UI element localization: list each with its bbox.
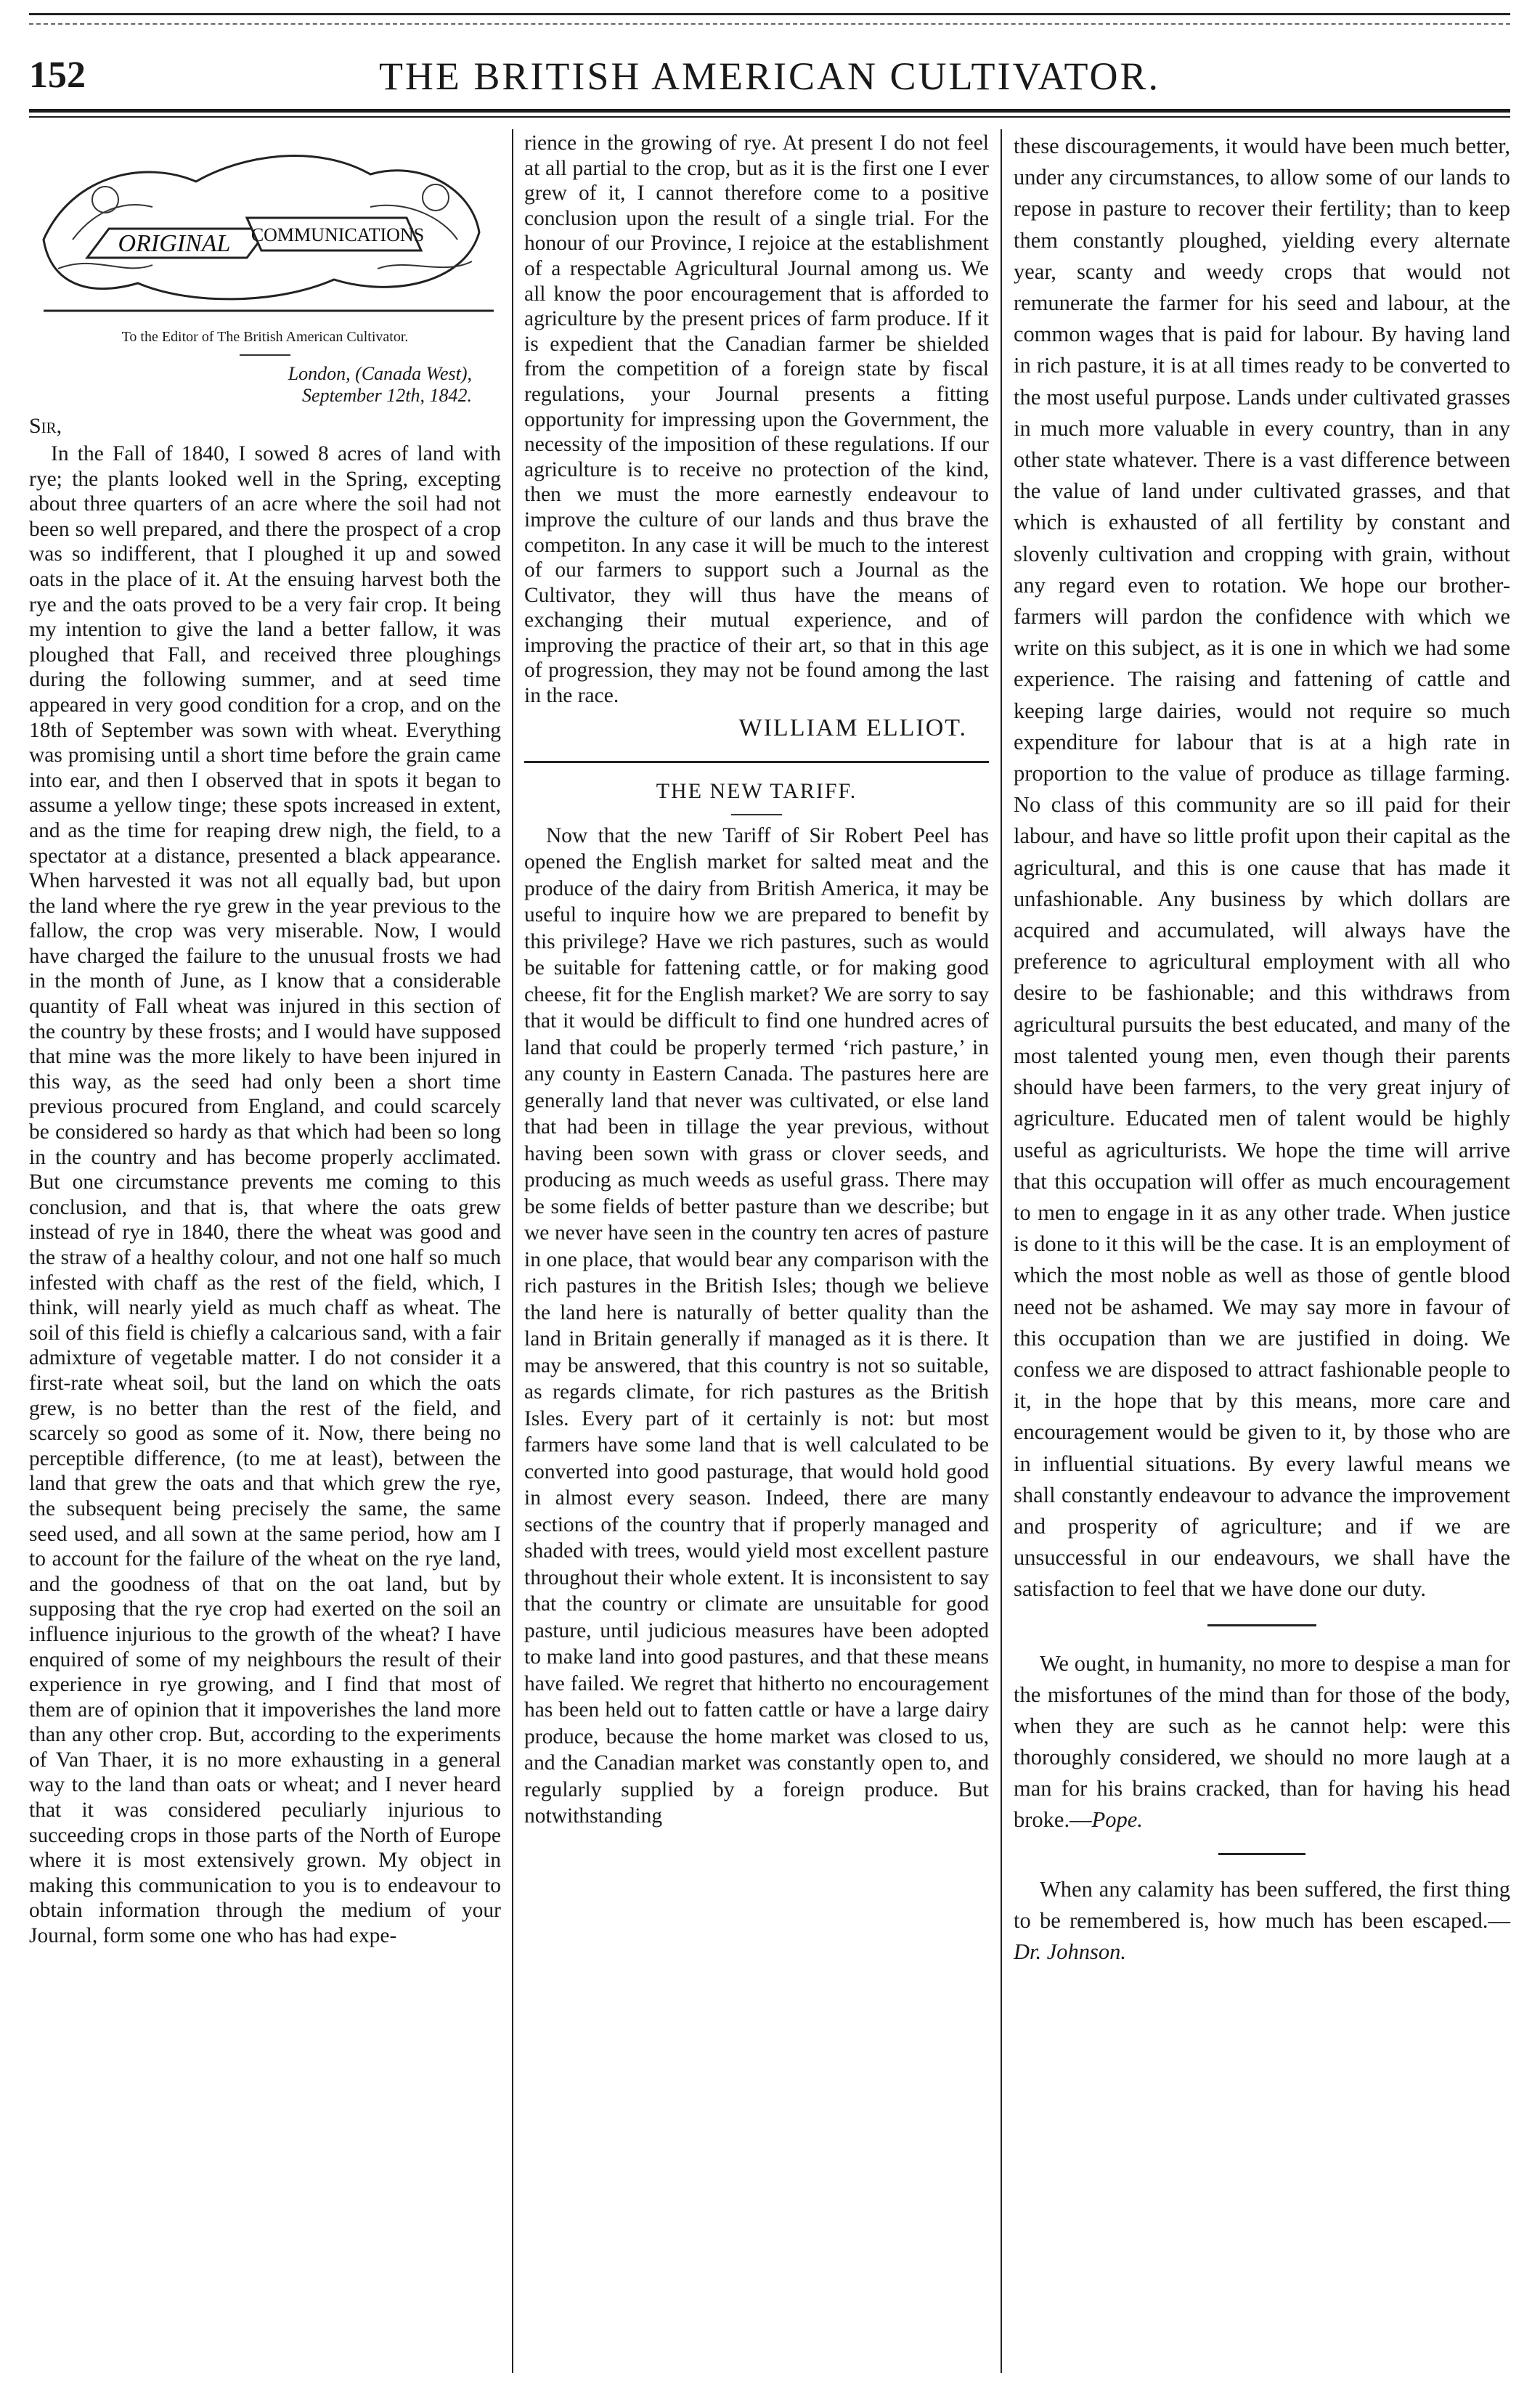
quote-divider-1 [1207,1624,1316,1626]
tariff-text-col2: Now that the new Tariff of Sir Robert Peel has opened the English market for salted meat and the produce of the dairy from British America, it may be useful to inquire how we are prepared to benefit by this privilege? Have we rich pastures, such as would be suitable for fattening cattle, or for making good cheese, fit for the English market? We are sorry to say that it would be difficult to find one hundred acres of land that could be properly termed ‘rich pasture,’ in any county in Eastern Canada. The pastures here are generally land that never was cultivated, or else land that had been in tillage the year previous, without having been sown with grass or clover seeds, and producing as much weeds as useful grass. There may be some fields of better pasture than we describe; but we never have seen in the country ten acres of pasture in one place, that would bear any comparison with the rich pastures in the British Isles; though we believe the land here is naturally of better quality than the land in Britain generally if managed as it is there. It may be answered, that this country is not so suitable, as regards climate, for rich pastures as the British Isles. Every part of it certainly is not: but most farmers have some land that is well calculated to be converted into good pasturage, that would hold good in almost every season. Indeed, there are many sections of the country that if properly managed and shaded with trees, would yield most excellent pasture throughout their whole extent. It is inconsistent to say that the country or climate are unsuitable for good pasture, until judicious measures have been adopted to make land into good pastures, and that these means have failed. We regret that hitherto no encouragement has been held out to fatten cattle or have a large dairy produce, because the home market was closed to us, and the Canadian market was constantly open to, and regularly supplied by a foreign produce. But notwithstanding [524,823,989,1828]
dateline-place: London, (Canada West), [288,363,472,384]
banner-word-communications: COMMUNICATIONS [250,224,425,245]
newspaper-page [29,13,1510,2376]
journal-title: THE BRITISH AMERICAN CULTIVATOR. [378,54,1161,98]
dateline-date: September 12th, 1842. [302,385,472,406]
dedication: To the Editor of The British American Cultivator. [121,329,409,345]
quote-divider-2 [1218,1853,1305,1855]
header-rule-thin [29,116,1510,118]
tariff-title-rule [731,814,782,815]
column-3 [1014,131,1510,1968]
letter-text-col1: In the Fall of 1840, I sowed 8 acres of land with rye; the plants looked well in the Spring, excepting about three quarters of an acre where the soil had not been so well prepared, and there the prospect of a crop was so indifferent, that I ploughed it up and sowed oats in the place of it. At the ensuing harvest both the rye and the oats proved to be a very fair crop. It being my intention to give the land a better fallow, it was ploughed that Fall, and received three ploughings during the following summer, and at seed time appeared in very good condition for a crop, and on the 18th of September was sown with wheat. Everything was promising until a short time before the grain came into ear, and then I observed that in spots it began to assume a yellow tinge; these spots increased in extent, and as the time for reaping drew nigh, the field, to a spectator at a distance, presented a black appearance. When harvested it was not all equally bad, but upon the land where the rye grew in the year previous to the fallow, the crop was very miserable. Now, I would have charged the failure to the unusual frosts we had in the month of June, as I know that a considerable quantity of Fall wheat was injured in this section of the country by these frosts; and I would have supposed that mine was the more likely to have been injured in this way, as the seed had only been a short time previous procured from England, and could scarcely be considered so hardy as that which had been so long in the country and has become properly acclimated. But one circumstance prevents me coming to this conclusion, and that is, that where the oats grew instead of rye in 1840, there the wheat was good and the straw of a healthy colour, and not one half so much infested with chaff as the rest of the field, which, I think, will nearly yield as much chaff as wheat. The soil of this field is chiefly a calcarious sand, with a fair admixture of vegetable matter. I do not consider it a first-rate wheat soil, but the land on which the oats grew, is no better than the rest of the field, and scarcely so good as some of it. Now, there being no perceptible difference, (to me at least), between the land that grew the oats and that which grew the rye, the subsequent being precisely the same, the same seed used, and all sown at the same period, how am I to account for the failure of the wheat on the rye land, and the goodness of that on the oat land, but by supposing that the rye crop had exerted on the soil an influence injurious to the growth of the wheat? I have enquired of some of my neighbours the result of their experience in rye growing, and I find that most of them are of opinion that it impoverishes the land more than any other crop. But, according to the experiments of Van Thaer, it is no more exhausting in a general way to the land than oats or wheat; and I never heard that it was considered peculiarly injurious to succeeding crops in those parts of the North of Europe where it is most extensively grown. My object in making this communication to you is to endeavour to obtain information through the medium of your Journal, form some one who has had expe- [29,442,501,1948]
column-1 [29,131,501,1949]
johnson-quote-author: Dr. Johnson. [1014,1939,1127,1964]
pope-quote [1014,1648,1510,1836]
header-rule-thick [29,109,1510,113]
banner-word-original: ORIGINAL [118,230,231,257]
pope-quote-author: Pope. [1091,1807,1143,1832]
top-border [29,13,1510,25]
original-communications-banner [29,131,494,312]
tariff-text-col3: these discouragements, it would have been much better, under any circumstances, to allow some of our lands to repose in pasture to recover their fertility; than to keep them constantly ploughed, yielding every alternate year, scanty and weedy crops that would not remunerate the farmer for his seed and labour, at the common wages that is paid for labour. By having land in rich pasture, it is at all times ready to be converted to the most useful purpose. Lands under cultivated grasses in much more valuable in every country, than in any other state whatever. There is a vast difference between the value of land under cultivated grasses, and that which is exhausted of all fertility by constant and slovenly cultivation and cropping with grain, without any regard even to rotation. We hope our brother-farmers will pardon the confidence with which we write on this subject, as it is one in which we had some experience. The raising and fattening of cattle and keeping large dairies, would not require so much expenditure for labour that is at a high rate in proportion to the value of produce as tillage farming. No class of this community are so ill paid for their labour, and have so little profit upon their capital as the agricultural, and this is one cause that has made it unfashionable. Any business by which dollars are acquired and accumulated, will always have the preference to agricultural employment with all who desire to be fashionable; and this withdraws from agricultural pursuits the best educated, and many of the most talented young men, even though their parents should have been farmers, to the very great injury of agriculture. Educated men of talent would be highly useful as agriculturists. We hope the time will arrive that this occupation will offer as much encouragement to men to engage in it as any other trade. When justice is done to it this will be the case. It is an employment of which the most noble as well as those of gentle blood need not be ashamed. We may say more in favour of this occupation than we are justified in doing. We confess we are disposed to attract fashionable people to it, in the hope that by this means, more care and encouragement would be given to it, by those who are in influential situations. By every lawful means we shall constantly endeavour to advance the improvement and prosperity of agriculture; and if we are unsuccessful in our endeavours, we shall have the satisfaction to feel that we have done our duty. [1014,134,1510,1602]
article-divider [524,761,989,763]
johnson-quote-text: When any calamity has been suffered, the first thing to be remembered is, how much has been escaped.— [1014,1876,1510,1933]
page-number: 152 [29,54,86,96]
salutation: Sir, [29,414,62,438]
dedication-rule [240,354,290,356]
column-rule-1 [512,129,513,2373]
page-header [29,48,1510,106]
column-2 [524,131,989,1830]
letter-text-col2: rience in the growing of rye. At present I do not feel at all partial to the crop, but as it is the first one I ever grew of it, I cannot therefore come to a positive conclusion upon the result of a single trial. For the honour of our Province, I rejoice at the establishment of a respectable Agricultural Journal among us. We all know the poor encouragement that is afforded to agriculture by the present prices of farm produce. If it is expedient that the Canadian farmer be shielded from the competition of a foreign state by fiscal regulations, your Journal presents a fitting opportunity for impressing upon the Government, the necessity of the imposition of these regulations. If our agriculture is to receive no protection of the kind, then we must the more earnestly endeavour to improve the culture of our lands and thus brave the competiton. In any case it will be much to the interest of our farmers to support such a Journal as the Cultivator, they will thus have the means of exchanging their mutual experience, and of improving the practice of their art, so that in this age of progression, they may not be found among the last in the race. [524,131,989,708]
tariff-title: THE NEW TARIFF. [656,778,857,803]
pope-quote-text: We ought, in humanity, no more to despise a man for the misfortunes of the mind than for those of the body, when they are such as he cannot help: were this thoroughly considered, we should no more laugh at a man for his brains cracked, than for having his head broke.— [1014,1650,1510,1832]
column-rule-2 [1001,129,1002,2373]
johnson-quote [1014,1874,1510,1968]
letter-signature: WILLIAM ELLIOT. [738,714,967,741]
